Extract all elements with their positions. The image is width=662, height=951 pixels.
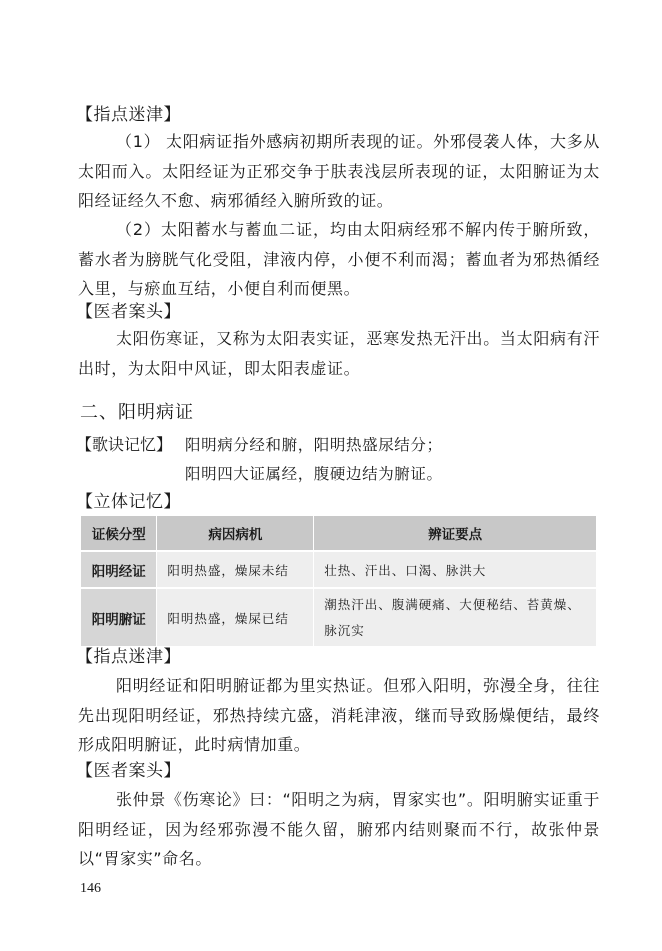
mnemonic-label: 【歌诀记忆】	[76, 435, 173, 454]
mnemonic-line-1: 阳明病分经和腑，阳明热盛尿结分；	[185, 436, 443, 454]
table-header-row	[81, 516, 597, 551]
table-cell-points: 壮热、汗出、口渴、脉洪大	[314, 551, 597, 588]
guidance-label-1: 【指点迷津】	[76, 105, 181, 125]
clinical-notes-paragraph-1: 太阳伤寒证，又称为太阳表实证，恶寒发热无汗出。当太阳病有汗出时，为太阳中风证，即太阳表虚证。	[78, 329, 600, 378]
guidance-paragraph-3: 阳明经证和阳明腑证都为里实热证。但邪入阳明，弥漫全身，往往先出现阳明经证，邪热持续亢盛，消耗津液，继而导致肠燥便结，最终形成阳明腑证，此时病情加重。	[78, 676, 600, 754]
clinical-notes-label-1: 【医者案头】	[76, 302, 181, 322]
table-header-cell: 证候分型	[81, 516, 157, 551]
syndrome-table	[81, 516, 597, 646]
table-header-cell: 病因病机	[157, 516, 314, 551]
stereo-memory-label: 【立体记忆】	[76, 492, 181, 512]
guidance-label-2: 【指点迷津】	[76, 647, 181, 667]
table-header-cell: 辨证要点	[314, 516, 597, 551]
table-cell-type: 阳明经证	[81, 551, 157, 588]
guidance-paragraph-2: （2）太阳蓄水与蓄血二证，均由太阳病经邪不解内传于腑所致，蓄水者为膀胱气化受阻，津液内停，小便不利而渴；蓄血者为邪热循经入里，与瘀血互结，小便自利而便黑。	[78, 220, 600, 298]
clinical-notes-paragraph-2: 张仲景《伤寒论》曰：“阳明之为病，胃家实也”。阳明腑实证重于阳明经证，因为经邪弥漫不能久留，腑邪内结则聚而不行，故张仲景以“胃家实”命名。	[78, 790, 600, 868]
table-row	[81, 551, 597, 588]
table-cell-type: 阳明腑证	[81, 588, 157, 646]
clinical-notes-label-2: 【医者案头】	[76, 761, 181, 781]
table-cell-cause: 阳明热盛，燥屎已结	[157, 588, 314, 646]
table-row	[81, 588, 597, 646]
table-cell-cause: 阳明热盛，燥屎未结	[157, 551, 314, 588]
mnemonic-line-2: 阳明四大证属经，腹硬边结为腑证。	[185, 465, 443, 483]
guidance-paragraph-1: （1） 太阳病证指外感病初期所表现的证。外邪侵袭人体，大多从太阳而入。太阳经证为正邪交争于肤表浅层所表现的证，太阳腑证为太阳经证经久不愈、病邪循经入腑所致的证。	[78, 132, 600, 210]
section-title-yangming: 二、阳明病证	[80, 402, 194, 423]
page-number: 146	[80, 881, 101, 896]
table-cell-points: 潮热汗出、腹满硬痛、大便秘结、苔黄燥、脉沉实	[314, 588, 597, 646]
